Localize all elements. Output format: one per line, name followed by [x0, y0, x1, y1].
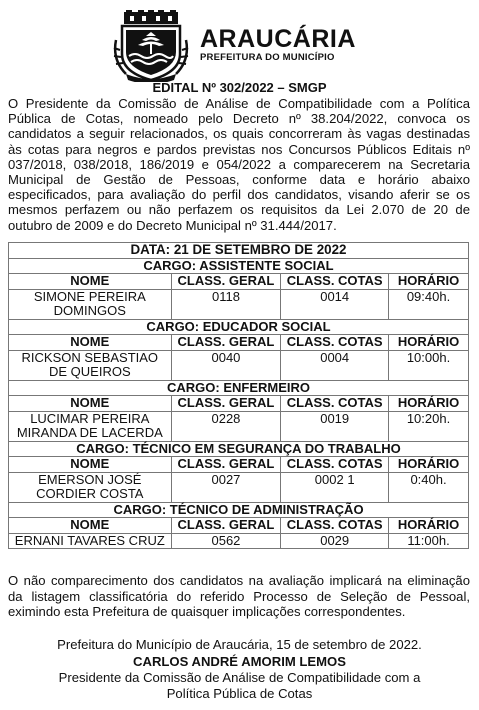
column-header-class-geral: CLASS. GERAL	[171, 274, 281, 290]
column-header-row	[9, 396, 469, 412]
signer-role: Presidente da Comissão de Análise de Compatibilidade com a Política Pública de Cotas	[58, 670, 421, 701]
column-header-nome: NOME	[9, 457, 172, 473]
cargo-title: CARGO: ENFERMEIRO	[9, 380, 469, 396]
candidate-nome: EMERSON JOSÉ CORDIER COSTA	[9, 472, 172, 502]
column-header-class-geral: CLASS. GERAL	[171, 396, 281, 412]
candidate-row	[9, 411, 469, 441]
cargo-title: CARGO: EDUCADOR SOCIAL	[9, 319, 469, 335]
column-header-nome: NOME	[9, 274, 172, 290]
column-header-row	[9, 518, 469, 534]
edital-closing-paragraph: O não comparecimento dos candidatos na avaliação implicará na eliminação da listagem classificatória do referido Processo de Seleção de Pessoal, eximindo esta Prefeitura de quaisquer implicações correspondentes.	[8, 573, 470, 620]
candidate-row	[9, 472, 469, 502]
column-header-class-cotas: CLASS. COTAS	[281, 396, 389, 412]
edital-title: EDITAL Nº 302/2022 – SMGP	[152, 80, 327, 95]
candidate-class-geral: 0040	[171, 350, 281, 380]
column-header-horario: HORÁRIO	[389, 518, 469, 534]
column-header-class-geral: CLASS. GERAL	[171, 457, 281, 473]
candidate-class-cotas: 0029	[281, 533, 389, 549]
candidate-horario: 10:20h.	[389, 411, 469, 441]
schedule-table	[8, 242, 469, 549]
candidate-horario: 11:00h.	[389, 533, 469, 549]
cargo-title: CARGO: TÉCNICO EM SEGURANÇA DO TRABALHO	[9, 441, 469, 457]
candidate-horario: 0:40h.	[389, 472, 469, 502]
column-header-class-geral: CLASS. GERAL	[171, 518, 281, 534]
brand-subtitle: PREFEITURA DO MUNICÍPIO	[200, 52, 335, 63]
cargo-row	[9, 319, 469, 335]
cargo-row	[9, 441, 469, 457]
cargo-row	[9, 380, 469, 396]
coat-of-arms-icon	[112, 10, 190, 82]
column-header-nome: NOME	[9, 396, 172, 412]
column-header-horario: HORÁRIO	[389, 396, 469, 412]
column-header-class-cotas: CLASS. COTAS	[281, 457, 389, 473]
brand-name: ARAUCÁRIA	[200, 25, 356, 53]
column-header-nome: NOME	[9, 335, 172, 351]
date-label: DATA: 21 DE SETEMBRO DE 2022	[9, 243, 469, 259]
column-header-class-cotas: CLASS. COTAS	[281, 274, 389, 290]
date-row	[9, 243, 469, 259]
header-logo	[112, 10, 372, 82]
place-and-date: Prefeitura do Município de Araucária, 15 de setembro de 2022.	[57, 637, 422, 652]
cargo-row	[9, 258, 469, 274]
candidate-row	[9, 289, 469, 319]
column-header-row	[9, 457, 469, 473]
column-header-horario: HORÁRIO	[389, 335, 469, 351]
edital-intro-paragraph: O Presidente da Comissão de Análise de Compatibilidade com a Política Pública de Cotas, nomeado pelo Decreto nº 38.204/2022, convoca os candidatos a seguir relacionados, os quais concorreram às vagas destinadas às cotas para negros e pardos previstas nos Concursos Públicos Editais nº 037/2018, 038/2018, 186/2019 e 054/2022 a comparecerem na Secretaria Municipal de Gestão de Pessoas, conforme data e horário abaixo especificados, para avaliação do perfil dos candidatos, visando aferir se os mesmos perfazem ou não perfazem os requisitos da Lei 2.070 de 20 de outubro de 2009 e do Decreto Municipal nº 31.444/2017.	[8, 96, 470, 233]
column-header-class-geral: CLASS. GERAL	[171, 335, 281, 351]
column-header-class-cotas: CLASS. COTAS	[281, 335, 389, 351]
candidate-nome: ERNANI TAVARES CRUZ	[9, 533, 172, 549]
column-header-row	[9, 335, 469, 351]
cargo-row	[9, 502, 469, 518]
candidate-class-geral: 0228	[171, 411, 281, 441]
cargo-title: CARGO: TÉCNICO DE ADMINISTRAÇÃO	[9, 502, 469, 518]
cargo-title: CARGO: ASSISTENTE SOCIAL	[9, 258, 469, 274]
candidate-class-cotas: 0004	[281, 350, 389, 380]
candidate-row	[9, 350, 469, 380]
candidate-nome: LUCIMAR PEREIRA MIRANDA DE LACERDA	[9, 411, 172, 441]
candidate-class-cotas: 0002 1	[281, 472, 389, 502]
candidate-class-cotas: 0019	[281, 411, 389, 441]
column-header-row	[9, 274, 469, 290]
candidate-horario: 09:40h.	[389, 289, 469, 319]
signer-name: CARLOS ANDRÉ AMORIM LEMOS	[133, 654, 346, 669]
candidate-class-geral: 0118	[171, 289, 281, 319]
candidate-class-geral: 0562	[171, 533, 281, 549]
column-header-horario: HORÁRIO	[389, 274, 469, 290]
candidate-horario: 10:00h.	[389, 350, 469, 380]
candidate-class-cotas: 0014	[281, 289, 389, 319]
candidate-nome: SIMONE PEREIRA DOMINGOS	[9, 289, 172, 319]
column-header-class-cotas: CLASS. COTAS	[281, 518, 389, 534]
candidate-class-geral: 0027	[171, 472, 281, 502]
column-header-horario: HORÁRIO	[389, 457, 469, 473]
candidate-nome: RICKSON SEBASTIAO DE QUEIROS	[9, 350, 172, 380]
candidate-row	[9, 533, 469, 549]
brand-block	[200, 26, 356, 63]
column-header-nome: NOME	[9, 518, 172, 534]
